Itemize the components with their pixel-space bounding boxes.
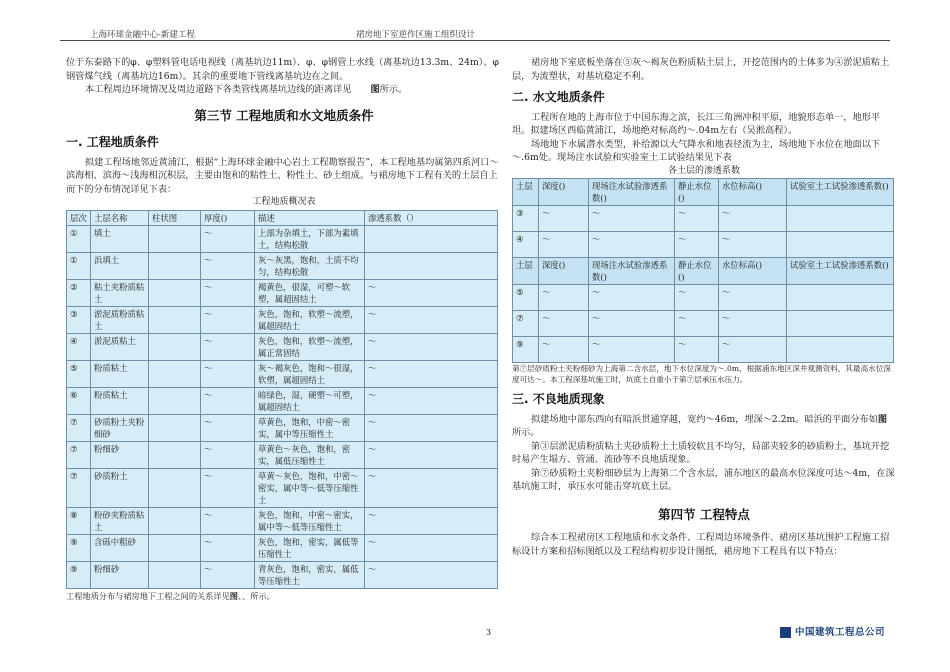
table-cell: 砂质粉土夹粉细砂 [91, 414, 149, 441]
table-cell [149, 507, 201, 534]
heading: 二. 水文地质条件 [512, 90, 605, 104]
paragraph: 位于东泰路下的φ、φ塑料管电话电视线（离基坑边11m）、φ、φ钢管上水线（离基坑边13.3m、24m）、φ钢管煤气线（离基坑边16m）。其余的重要地下管线离基坑边在之间。 [66, 57, 499, 82]
table-cell: ⑨ [67, 561, 91, 588]
table-cell: ～ [365, 414, 498, 441]
table-caption: 工程地质概况表 [252, 197, 316, 207]
table-cell: ～ [589, 311, 675, 337]
table-cell: ⑨ [67, 534, 91, 561]
heading: 一. 工程地质条件 [66, 135, 159, 149]
table-cell: 淤泥质粉质粘土 [91, 306, 149, 333]
table-cell [787, 311, 894, 337]
table-cell [149, 360, 201, 387]
table-cell: ～ [201, 279, 255, 306]
right-column [512, 56, 896, 558]
table-cell: ③ [513, 206, 539, 232]
table-cell [149, 441, 201, 468]
table-cell: 粉细砂 [91, 441, 149, 468]
table-row [513, 311, 894, 337]
table-cell: 灰～灰黑，饱和，土质不均匀，结构松散 [255, 252, 365, 279]
table-cell: ～ [539, 311, 589, 337]
table-cell: 灰色，饱和，中密～密实，属中等～低等压缩性土 [255, 507, 365, 534]
table-cell [149, 333, 201, 360]
table-cell: 灰色，饱和，密实，属低等压缩性土 [255, 534, 365, 561]
table-row [513, 337, 894, 363]
table-cell: ～ [365, 507, 498, 534]
table-header-row: 层次 土层名称 柱状图 厚度() 描述 渗透系数（） [67, 210, 498, 225]
table-cell: ～ [365, 306, 498, 333]
table-row [67, 360, 498, 387]
table-cell: ～ [365, 279, 498, 306]
paragraph: 第③层淤泥质粉质粘土夹砂质粉土土质较软且不均匀，局部夹较多的砂质粉土，基坑开挖时易产生塌方、管涌、流砂等不良地质现象。 [512, 440, 890, 465]
table-cell: ～ [201, 507, 255, 534]
table-cell: ～ [675, 206, 719, 232]
table-cell [787, 232, 894, 258]
table-cell [365, 252, 498, 279]
table-cell: 含砾中粗砂 [91, 534, 149, 561]
table-cell: 草黄色～灰色，饱和，密实，属低压缩性土 [255, 441, 365, 468]
table-cell: ⑦ [67, 414, 91, 441]
figure-ref[interactable]: 图 [229, 590, 238, 601]
paragraph: 工程所在地的上海市位于中国东海之滨，长江三角洲冲积平原，地貌形态单一，地形平坦。拟建场区西临黄浦江，场地绝对标高约～.04m左右（吴淞高程）。 [512, 111, 881, 136]
paragraph: 本工程周边环境情况及周边道路下各类管线离基坑边线的距离详见 图所示。 [85, 84, 408, 95]
logo-text: 中国建筑工程总公司 [795, 627, 886, 638]
table-cell: ⑦ [513, 311, 539, 337]
table-cell [365, 225, 498, 252]
table-cell: 灰～褐灰色，饱和～很湿，软塑，属超固结土 [255, 360, 365, 387]
table-cell [149, 561, 201, 588]
table-cell: 粉质粘土 [91, 387, 149, 414]
table-cell: ～ [201, 414, 255, 441]
table-cell: ～ [201, 441, 255, 468]
table-cell: ～ [201, 225, 255, 252]
table-cell: ～ [365, 468, 498, 507]
table-cell: ～ [539, 232, 589, 258]
table-cell: ⑦ [67, 468, 91, 507]
table-cell: ～ [589, 337, 675, 363]
table-cell: 填土 [91, 225, 149, 252]
table-cell: ～ [365, 534, 498, 561]
table-cell: ～ [365, 360, 498, 387]
table-cell: ② [67, 279, 91, 306]
table-cell [787, 285, 894, 311]
header-doc-title: 裙房地下室逆作区施工组织设计 [356, 30, 476, 40]
table-cell: 砂质粉土 [91, 468, 149, 507]
table-cell: ～ [201, 534, 255, 561]
table-cell: ～ [719, 285, 787, 311]
table-cell [149, 414, 201, 441]
table-header-row: 土层 深度() 现场注水试验渗透系数() 静止水位() 水位标高() 试验室土工试验渗透系数() [513, 179, 894, 206]
table-caption: 各土层的渗透系数 [667, 165, 740, 176]
paragraph: 工程地质分布与裙房地下工程之间的关系详见图、、所示。 [66, 590, 275, 601]
table-row [67, 507, 498, 534]
table-cell: 灰色，饱和，软塑～流塑，属正常固结 [255, 333, 365, 360]
table-cell: ～ [201, 333, 255, 360]
paragraph: 第⑦砂质粉土夹粉细砂层为上海第二个含水层，浦东地区的最高水位深度可达～4m，在深基坑施工时，承压水可能击穿坑底土层。 [512, 467, 895, 492]
table-cell: ～ [201, 306, 255, 333]
table-cell: 淤泥质粘土 [91, 333, 149, 360]
table-cell: ～ [365, 333, 498, 360]
table-cell: 草黄色，饱和，中密～密实，属中等压缩性土 [255, 414, 365, 441]
table-cell: ⑧ [67, 507, 91, 534]
table-cell: ～ [719, 311, 787, 337]
table-cell: ～ [539, 206, 589, 232]
page-header [60, 26, 890, 41]
table-note: 第⑦层砂质粉土夹粉细砂为上海第二含水层，地下水位深度为～.0m，根据浦东地区深井观测资料，其最高水位深度可达～。本工程深基坑施工时，坑底土自重小于第⑦层承压水压力。 [512, 364, 891, 384]
table-cell: ⑥ [67, 387, 91, 414]
logo-mark-icon [780, 627, 791, 638]
heading: 三. 不良地质现象 [512, 392, 605, 406]
table-cell: ～ [365, 441, 498, 468]
paragraph: 综合本工程裙房区工程地质和水文条件、工程周边环境条件、裙房区基坑围护工程施工招标设计方案和招标图纸以及工程结构初步设计图纸，裙房地下工程具有以下特点： [512, 532, 890, 557]
table-cell: ～ [719, 337, 787, 363]
paragraph: 拟建工程场地邻近黄浦江，根据“上海环球金融中心岩土工程勘察报告”，本工程地基均属第四系河口～滨海相、滨海～浅海相沉积层，主要由饱和的粘性土、粉性土、砂土组成。与裙房地下工程有关的土层自上而下的分布情况详见下表： [66, 156, 499, 195]
table-cell: ～ [201, 561, 255, 588]
table-cell [149, 468, 201, 507]
table-row [513, 206, 894, 232]
table-cell: ～ [539, 285, 589, 311]
table-cell: 褐黄色，很湿，可塑～软塑，属超固结土 [255, 279, 365, 306]
table-cell [787, 206, 894, 232]
table-cell: ～ [589, 232, 675, 258]
table-row [67, 306, 498, 333]
table-cell: ～ [539, 337, 589, 363]
table-row [67, 441, 498, 468]
table-row [67, 252, 498, 279]
table-cell: 粉砂夹粉质粘土 [91, 507, 149, 534]
table-cell [787, 337, 894, 363]
table-cell: ～ [201, 252, 255, 279]
table-cell: ～ [675, 311, 719, 337]
table-cell: 青灰色，饱和，密实，属低等压缩性土 [255, 561, 365, 588]
table-cell: ～ [675, 337, 719, 363]
table-cell: 上部为杂填土，下部为素填土，结构松散 [255, 225, 365, 252]
section-title: 第三节 工程地质和水文地质条件 [194, 107, 374, 123]
table-row [67, 534, 498, 561]
table-cell: ⑤ [67, 360, 91, 387]
paragraph: 场地地下水属潜水类型，补给源以大气降水和地表径流为主，场地地下水位在地面以下～.6m处。现场注水试验和实验室土工试验结果见下表 [512, 138, 881, 163]
table-cell: ④ [67, 333, 91, 360]
section-title: 第四节 工程特点 [658, 506, 750, 522]
figure-ref[interactable]: 图 [370, 84, 380, 95]
table-cell: ～ [675, 285, 719, 311]
table-row [67, 414, 498, 441]
table-cell: ～ [675, 232, 719, 258]
table-cell: 浜填土 [91, 252, 149, 279]
table-row [513, 285, 894, 311]
table-cell: 暗绿色，湿，硬塑～可塑，属超固结土 [255, 387, 365, 414]
figure-ref[interactable]: 图 [877, 413, 888, 425]
table-cell: ～ [589, 285, 675, 311]
table-row [513, 232, 894, 258]
table-header-row: 土层 深度() 现场注水试验渗透系数() 静止水位() 水位标高() 试验室土工试验渗透系数() [513, 258, 894, 285]
table-cell: 灰色，饱和，软塑～流塑，属超固结土 [255, 306, 365, 333]
table-cell [149, 279, 201, 306]
table-cell: ～ [719, 232, 787, 258]
table-row [67, 225, 498, 252]
permeability-table [512, 178, 894, 363]
table-cell: 粉质粘土 [91, 360, 149, 387]
table-cell: ～ [201, 387, 255, 414]
table-cell: ⑨ [513, 337, 539, 363]
table-cell [149, 306, 201, 333]
table-cell: ① [67, 225, 91, 252]
header-project: 上海环球金融中心-新建工程 [90, 30, 195, 40]
table-cell: ～ [201, 468, 255, 507]
table-cell: ～ [201, 360, 255, 387]
page-number: 3 [486, 628, 492, 637]
table-row [67, 387, 498, 414]
table-cell: ～ [365, 387, 498, 414]
table-cell: 草黄～灰色，饱和，中密～密实，属中等～低等压缩性土 [255, 468, 365, 507]
table-cell: 粉细砂 [91, 561, 149, 588]
table-row [67, 468, 498, 507]
table-cell: ④ [513, 232, 539, 258]
paragraph: 拟建场地中部东西向有暗浜贯通穿越，宽约～46m，埋深～2.2m。暗浜的平面分布如图所示。 [512, 413, 888, 438]
table-cell: ～ [719, 206, 787, 232]
table-cell [149, 252, 201, 279]
geology-table [66, 210, 498, 589]
table-cell: 粘土夹粉质粘土 [91, 279, 149, 306]
table-cell [149, 387, 201, 414]
table-row [67, 279, 498, 306]
company-logo [780, 624, 885, 638]
table-cell: ～ [589, 206, 675, 232]
table-cell [149, 534, 201, 561]
left-column [66, 56, 502, 602]
table-cell: ⑤ [513, 285, 539, 311]
table-cell [149, 225, 201, 252]
paragraph: 裙房地下室底板坐落在⑤灰～褐灰色粉质粘土层上，开挖范围内的土体多为④淤泥质粘土层，为流塑状，对基坑稳定不利。 [512, 57, 890, 82]
table-row [67, 333, 498, 360]
table-row [67, 561, 498, 588]
table-cell: ～ [365, 561, 498, 588]
table-cell: ③ [67, 306, 91, 333]
table-cell: ① [67, 252, 91, 279]
table-cell: ⑦ [67, 441, 91, 468]
